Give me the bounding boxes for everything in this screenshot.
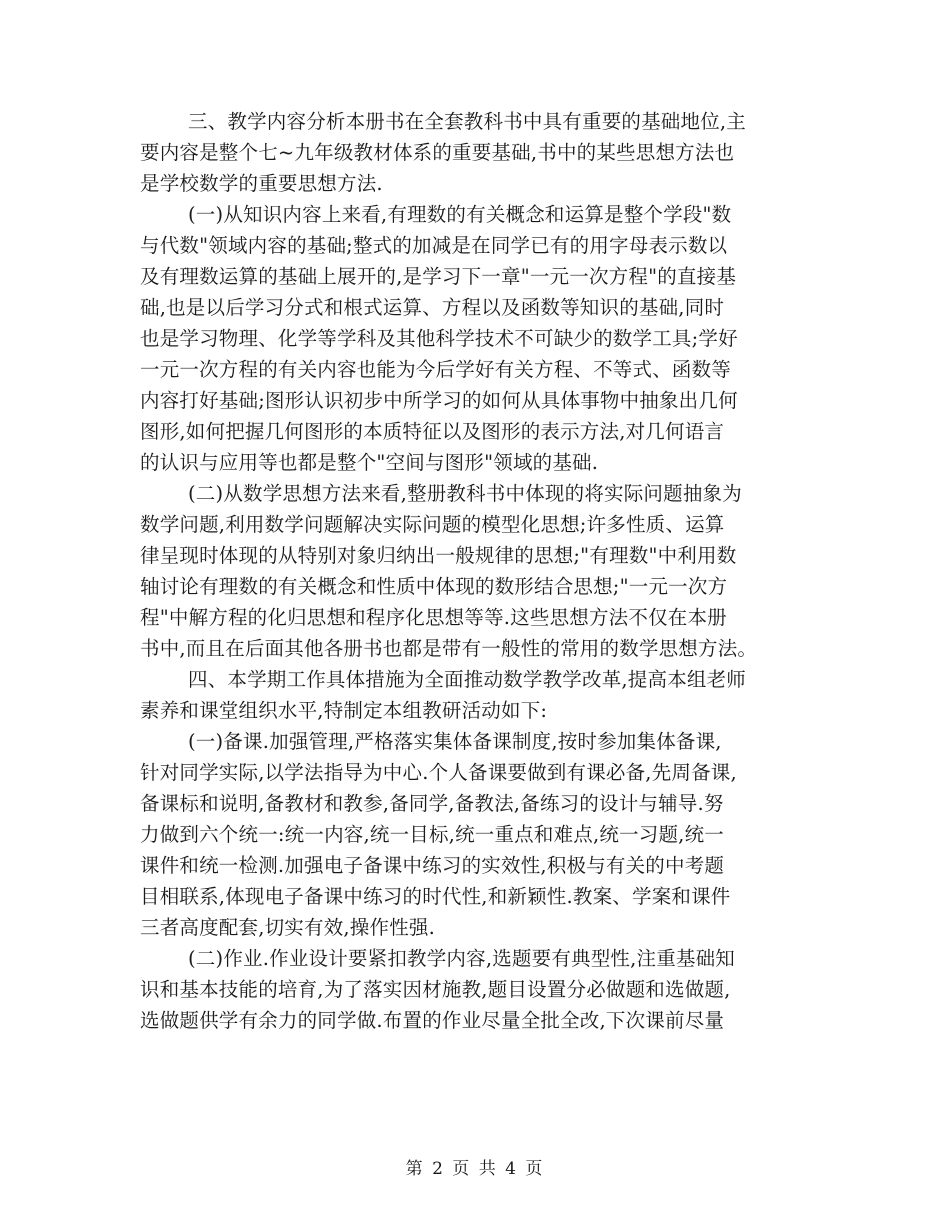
text-line: 要内容是整个七~九年级教材体系的重要基础,书中的某些思想方法也: [140, 141, 735, 164]
paragraph: [140, 726, 820, 943]
text-line: 针对同学实际,以学法指导为中心.个人备课要做到有课必备,先周备课,: [140, 761, 737, 784]
text-line: (二)从数学思想方法来看,整册教科书中体现的将实际问题抽象为: [188, 482, 742, 505]
paragraph: [140, 106, 820, 199]
text-line: 图形,如何把握几何图形的本质特征以及图形的表示方法,对几何语言: [140, 420, 725, 443]
text-line: 是学校数学的重要思想方法.: [140, 172, 383, 195]
text-line: 目相联系,体现电子备课中练习的时代性,和新颖性.教案、学案和课件: [140, 885, 731, 908]
text-line: 一元一次方程的有关内容也能为今后学好有关方程、不等式、函数等: [140, 358, 732, 381]
text-line: (一)备课.加强管理,严格落实集体备课制度,按时参加集体备课,: [188, 730, 722, 753]
text-line: 内容打好基础;图形认识初步中所学习的如何从具体事物中抽象出几何: [140, 389, 738, 412]
text-line: 备课标和说明,备教材和教参,备同学,备教法,备练习的设计与辅导.努: [140, 792, 724, 815]
text-line: 三者高度配套,切实有效,操作性强.: [140, 916, 435, 939]
text-line: 也是学习物理、化学等学科及其他科学技术不可缺少的数学工具;学好: [140, 327, 738, 350]
text-line: 与代数"领域内容的基础;整式的加减是在同学已有的用字母表示数以: [140, 234, 728, 257]
text-line: 数学问题,利用数学问题解决实际问题的模型化思想;许多性质、运算: [140, 513, 725, 536]
text-line: (一)从知识内容上来看,有理数的有关概念和运算是整个学段"数: [188, 203, 732, 226]
text-line: 素养和课堂组织水平,特制定本组教研活动如下:: [140, 699, 548, 722]
text-line: 力做到六个统一:统一内容,统一目标,统一重点和难点,统一习题,统一: [140, 823, 724, 846]
paragraph: [140, 664, 820, 726]
text-line: 轴讨论有理数的有关概念和性质中体现的数形结合思想;"一元一次方: [140, 575, 728, 598]
text-line: 及有理数运算的基础上展开的,是学习下一章"一元一次方程"的直接基: [140, 265, 737, 288]
page-footer: 第 2 页 共 4 页: [405, 1159, 545, 1179]
text-line: 的认识与应用等也都是整个"空间与图形"领域的基础.: [140, 451, 599, 474]
text-line: 律呈现时体现的从特别对象归纳出一般规律的思想;"有理数"中利用数: [140, 544, 737, 567]
text-line: 课件和统一检测.加强电子备课中练习的实效性,积极与有关的中考题: [140, 854, 725, 877]
text-line: 选做题供学有余力的同学做.布置的作业尽量全批全改,下次课前尽量: [140, 1009, 725, 1032]
paragraph: [140, 943, 820, 1036]
text-line: 程"中解方程的化归思想和程序化思想等等.这些思想方法不仅在本册: [140, 606, 727, 629]
paragraph: [140, 199, 820, 478]
document-body: [140, 106, 820, 1036]
text-line: (二)作业.作业设计要紧扣教学内容,选题要有典型性,注重基础知: [188, 947, 736, 970]
paragraph: [140, 478, 820, 664]
text-line: 书中,而且在后面其他各册书也都是带有一般性的常用的数学思想方法。: [140, 637, 758, 660]
text-line: 四、本学期工作具体措施为全面推动数学教学改革,提高本组老师: [188, 668, 746, 691]
text-line: 础,也是以后学习分式和根式运算、方程以及函数等知识的基础,同时: [140, 296, 725, 319]
text-line: 识和基本技能的培育,为了落实因材施教,题目设置分必做题和选做题,: [140, 978, 731, 1001]
text-line: 三、教学内容分析本册书在全套教科书中具有重要的基础地位,主: [188, 110, 746, 133]
